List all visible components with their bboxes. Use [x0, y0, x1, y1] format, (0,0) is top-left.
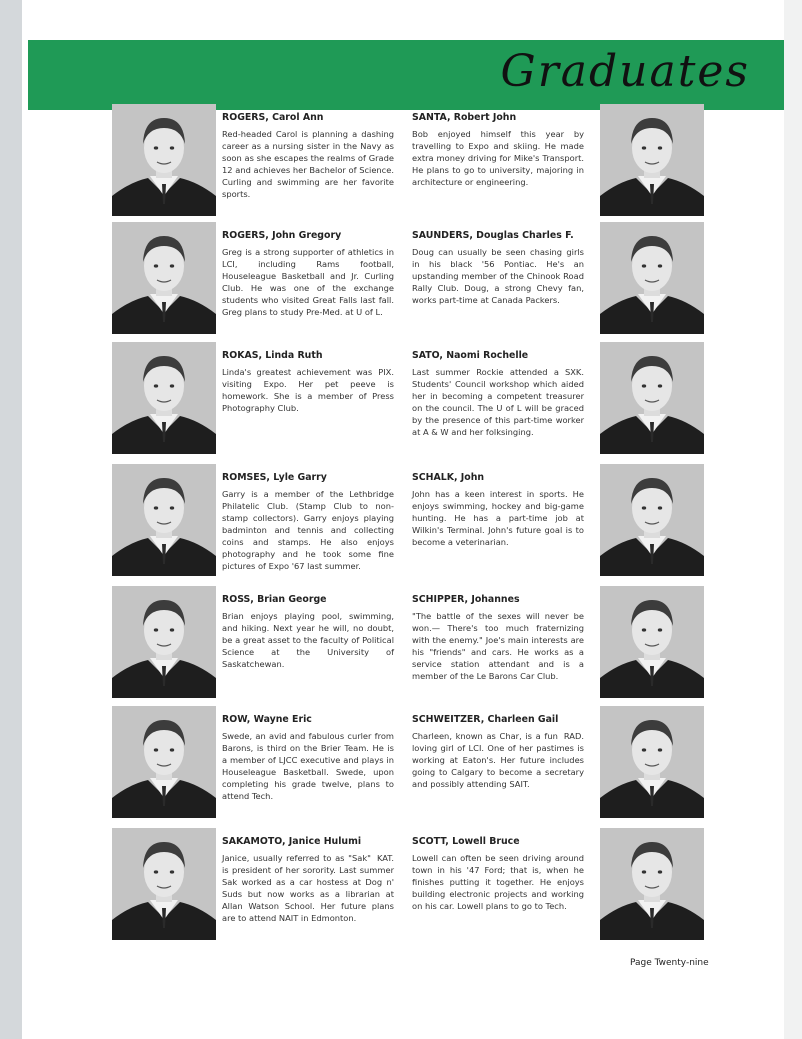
graduate-name: SCOTT, Lowell Bruce [412, 836, 520, 847]
graduate-bio [412, 128, 584, 188]
graduate-photo-rogers-1 [112, 222, 216, 334]
graduate-photo-saunders-1 [600, 222, 704, 334]
graduate-bio [412, 366, 584, 438]
graduate-entry [222, 112, 394, 200]
graduate-photo-sato-2 [600, 342, 704, 454]
graduate-photo-romses-3 [112, 464, 216, 576]
graduate-entry [412, 714, 584, 790]
graduate-entry [412, 112, 584, 188]
graduate-photo-schalk-3 [600, 464, 704, 576]
graduate-bio-text: Last summer Rockie attended a Students' Council workshop which aided her in becoming a competent treasurer on the council. The U of L will be graced by the presence of this part-time worker at A & W and her folksinging. [412, 367, 584, 437]
graduate-entry [222, 230, 394, 318]
graduate-entry [222, 836, 394, 924]
graduate-bio [412, 852, 584, 912]
graduate-bio-text: Swede, an avid and fabulous curler from Barons, is third on the Brier Team. He is a member of LJCC executive and plays in Houseleague Basketball. Swede, upon completing his grade twelve, plans to attend Tech. [222, 731, 394, 801]
graduate-photo-schipper-4 [600, 586, 704, 698]
graduate-name: SCHIPPER, Johannes [412, 594, 520, 605]
graduate-photo-scott-6 [600, 828, 704, 940]
graduate-name: ROGERS, John Gregory [222, 230, 342, 241]
graduate-photo-row-5 [112, 706, 216, 818]
graduate-bio [222, 610, 394, 670]
page-right-edge [784, 0, 802, 1039]
graduate-bio [222, 730, 394, 802]
graduate-club-initials: RAD. [563, 731, 584, 741]
page-left-edge [0, 0, 22, 1039]
graduate-entry [412, 836, 584, 912]
graduate-name: SCHWEITZER, Charleen Gail [412, 714, 559, 725]
graduate-photo-ross-4 [112, 586, 216, 698]
graduate-bio [412, 610, 584, 682]
graduate-bio-text: Doug can usually be seen chasing girls in his black '56 Pontiac. He's an upstanding member of the Chinook Road Rally Club. Doug, a strong Chevy fan, works part-time at Canada Packers. [412, 247, 584, 305]
graduate-entry [412, 230, 584, 306]
graduate-name: ROW, Wayne Eric [222, 714, 312, 725]
graduate-bio-text: Janice, usually referred to as "Sak" is president of her sorority. Last summer Sak worked as a car hostess at Dog n' Suds but now works as a librarian at Allan Watson School. Her future plans are to attend NAIT in Edmonton. [222, 853, 394, 923]
graduate-entry [222, 350, 394, 414]
graduate-bio-text: Red-headed Carol is planning a dashing career as a nursing sister in the Navy as soon as she escapes the realms of Grade 12 and achieves her Bachelor of Science. Curling and swimming are her favorite sports. [222, 129, 394, 199]
graduate-bio-text: Lowell can often be seen driving around town in his '47 Ford; that is, when he finishes putting it together. He enjoys building electronic projects and working on his car. Lowell plans to go to Tech. [412, 853, 584, 911]
graduate-bio-text: Charleen, known as Char, is a fun loving girl of LCI. One of her pastimes is working at Eaton's. Her future includes going to Calgary to become a secretary and possibly attending SAIT. [412, 731, 584, 789]
graduate-bio-text: "The battle of the sexes will never be won.— There's too much fraternizing with the enemy." Joe's main interests are his "friends" and cars. He works as a service station attendant and is a member of the Le Barons Car Club. [412, 611, 584, 681]
graduate-bio-text: Garry is a member of the Lethbridge Philatelic Club. (Stamp Club to non-stamp collectors). Garry enjoys playing badminton and tennis and collecting coins and stamps. He also enjoys photography and he took some fine pictures of Expo '67 last summer. [222, 489, 394, 571]
page-title: Graduates [500, 46, 750, 97]
graduate-bio [222, 366, 394, 414]
graduate-photo-rokas-2 [112, 342, 216, 454]
graduate-bio-text: Greg is a strong supporter of athletics in LCI, including Rams football, Houseleague Basketball and Jr. Curling Club. He was one of the exchange students who visited Great Falls last fall. Greg plans to study Pre-Med. at U of L. [222, 247, 394, 317]
graduate-name: ROMSES, Lyle Garry [222, 472, 327, 483]
graduate-name: ROKAS, Linda Ruth [222, 350, 323, 361]
graduate-bio-text: John has a keen interest in sports. He enjoys swimming, hockey and big-game hunting. He has a part-time job at Wilkin's Terminal. John's future goal is to become a veterinarian. [412, 489, 584, 547]
graduate-name: SATO, Naomi Rochelle [412, 350, 529, 361]
graduate-photo-santa-0 [600, 104, 704, 216]
graduate-photo-sakamoto-6 [112, 828, 216, 940]
graduate-entry [412, 594, 584, 682]
graduate-bio-text: Linda's greatest achievement was visiting Expo. Her pet peeve is homework. She is a member of Press Photography Club. [222, 367, 394, 413]
graduate-photo-rogers-0 [112, 104, 216, 216]
graduate-name: SCHALK, John [412, 472, 485, 483]
graduate-entry [222, 594, 394, 670]
graduate-bio [222, 488, 394, 572]
graduate-name: ROSS, Brian George [222, 594, 327, 605]
graduate-entry [222, 472, 394, 572]
graduate-name: ROGERS, Carol Ann [222, 112, 324, 123]
graduate-bio [412, 488, 584, 548]
graduate-name: SAUNDERS, Douglas Charles F. [412, 230, 574, 241]
header-band [28, 40, 784, 110]
graduate-bio [222, 852, 394, 924]
graduate-bio [412, 730, 584, 790]
graduate-bio [222, 128, 394, 200]
page-number: Page Twenty-nine [630, 958, 709, 968]
graduate-club-initials: KAT. [376, 853, 394, 863]
graduate-entry [412, 350, 584, 438]
graduate-entry [412, 472, 584, 548]
graduate-club-initials: PIX. [378, 367, 394, 377]
graduate-photo-schweitzer-5 [600, 706, 704, 818]
graduate-bio [412, 246, 584, 306]
graduate-bio [222, 246, 394, 318]
graduate-name: SANTA, Robert John [412, 112, 517, 123]
graduate-bio-text: Brian enjoys playing pool, swimming, and hiking. Next year he will, no doubt, be a great asset to the faculty of Political Science at the University of Saskatchewan. [222, 611, 394, 669]
graduate-name: SAKAMOTO, Janice Hulumi [222, 836, 362, 847]
graduate-bio-text: Bob enjoyed himself this year by travelling to Expo and skiing. He made extra money driving for Mike's Transport. He plans to go to university, majoring in architecture or engineering. [412, 129, 584, 187]
graduate-club-initials: SXK. [564, 367, 584, 377]
graduate-entry [222, 714, 394, 802]
